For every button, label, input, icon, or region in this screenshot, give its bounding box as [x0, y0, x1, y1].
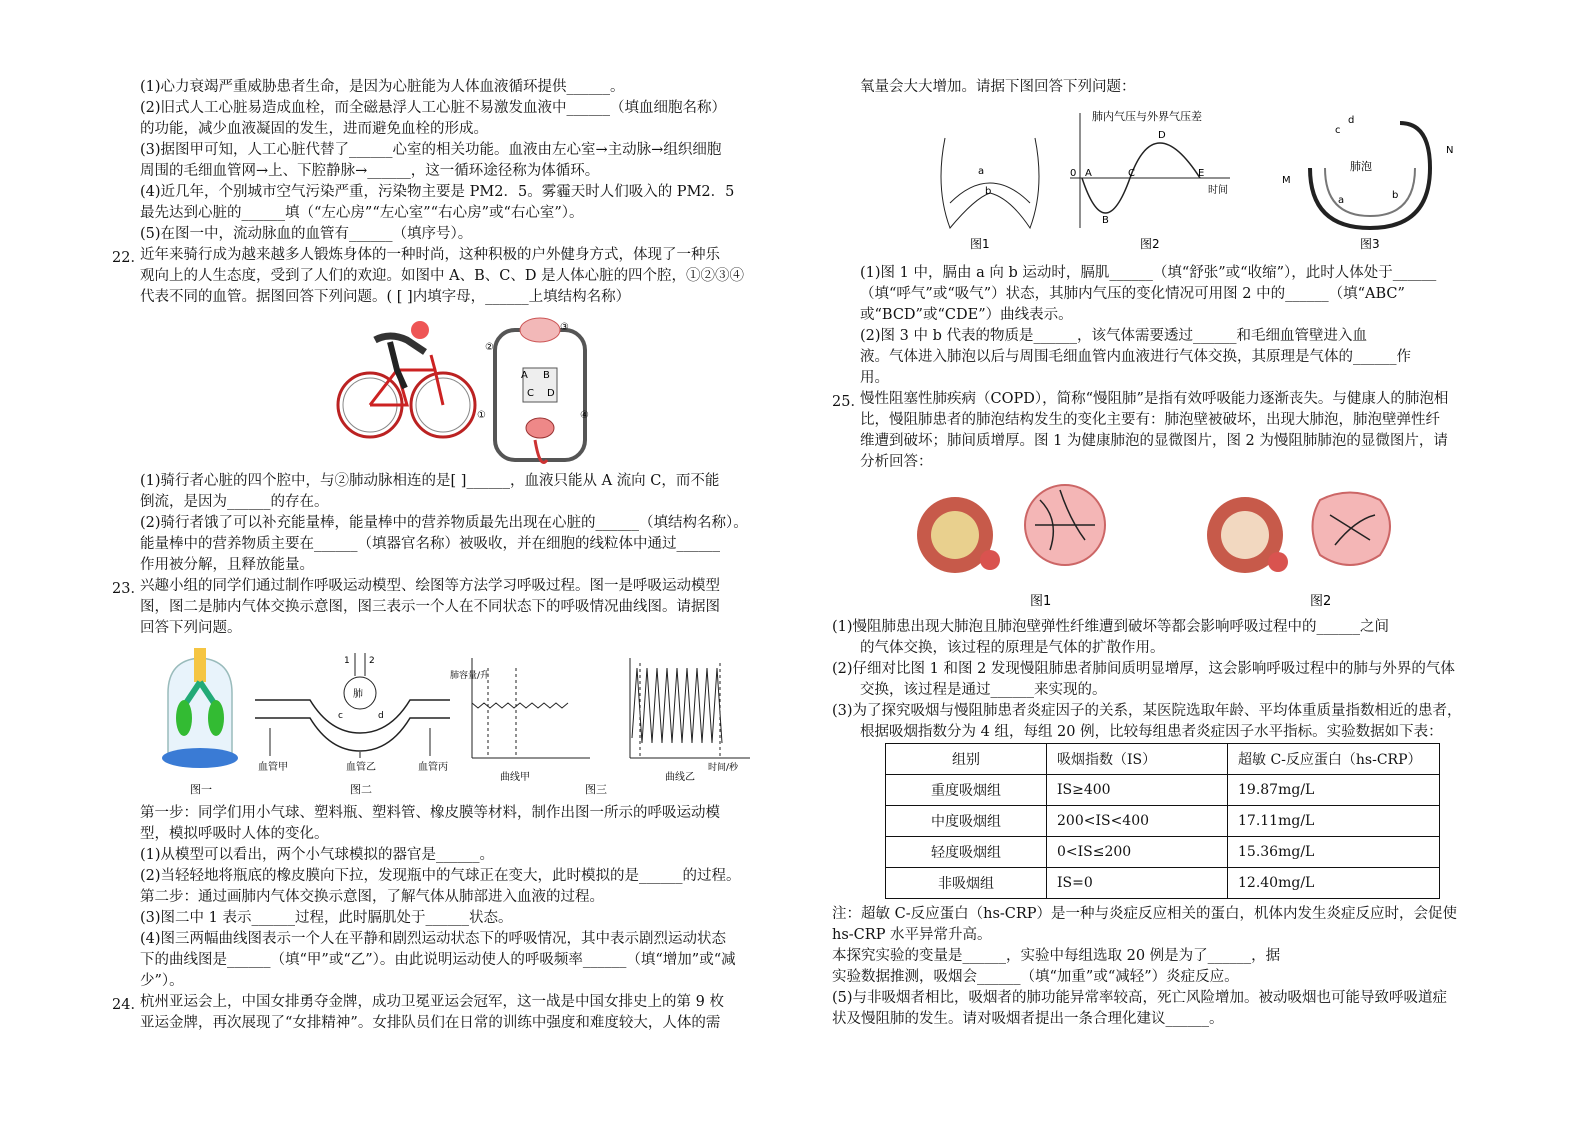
label-A: A	[521, 370, 528, 381]
label-C: C	[527, 388, 534, 399]
fig1-caption: 图1	[1030, 594, 1052, 609]
bicycle-illustration	[338, 321, 475, 437]
fig2-caption: 图二	[350, 783, 372, 796]
text-line: （填“呼气”或“吸气”）状态，其肺内气压的变化情况可用图 2 中的______（填“ABC”	[860, 286, 1405, 302]
text-line: (1)从模型可以看出，两个小气球模拟的器官是______。	[140, 847, 495, 863]
vessel-b-label: 血管乙	[346, 762, 376, 773]
text-line: 杭州亚运会上，中国女排勇夺金牌，成功卫冕亚运会冠军，这一战是中国女排史上的第 9 枚	[140, 994, 724, 1010]
table-row	[886, 806, 1440, 837]
copd-alveoli-illustration	[1207, 493, 1390, 610]
text-line: 观向上的人生态度，受到了人们的欢迎。如图中 A、B、C、D 是人体心脏的四个腔，①②③④	[140, 268, 745, 284]
table-cell: 重度吸烟组	[886, 775, 1047, 806]
label-B: B	[543, 370, 550, 381]
text-line: 近年来骑行成为越来越多人锻炼身体的一种时尚，这种积极的户外健身方式，体现了一种乐	[140, 247, 720, 263]
text-line: 慢性阻塞性肺疾病（COPD），简称“慢阻肺”是指有效呼吸能力逐渐丧失。与健康人的肺泡相	[860, 391, 1449, 407]
text-line: 注：超敏 C-反应蛋白（hs-CRP）是一种与炎症反应相关的蛋白，机体内发生炎症反应时，会促使	[832, 906, 1458, 922]
graph-zero: 0	[1070, 168, 1077, 179]
table-cell: 非吸烟组	[886, 868, 1047, 899]
fig1-caption: 图一	[190, 783, 212, 796]
text-line: (5)与非吸烟者相比，吸烟者的肺功能异常率较高，死亡风险增加。被动吸烟也可能导致呼吸道症	[832, 990, 1448, 1006]
pressure-graph	[1070, 109, 1230, 251]
heart-circulation-diagram	[477, 318, 589, 463]
text-line: (4)近几年，个别城市空气污染严重，污染物主要是 PM2．5。雾霾天时人们吸入的 PM2．5	[140, 184, 735, 200]
fig1-caption: 图1	[970, 237, 990, 251]
point-B: B	[1102, 215, 1109, 226]
graph-title: 肺内气压与外界气压差	[1092, 110, 1202, 123]
text-line: 下的曲线图是______（填“甲”或“乙”）。由此说明运动使人的呼吸频率______（填“增加”或“减	[140, 952, 736, 968]
text-line: (3)图二中 1 表示______过程，此时膈肌处于______状态。	[140, 910, 513, 926]
table-cell: 15.36mg/L	[1228, 837, 1440, 868]
table-row	[886, 775, 1440, 806]
y-axis-label: 肺容量/升	[450, 671, 490, 681]
table-header-cell: 超敏 C-反应蛋白（hs-CRP）	[1228, 744, 1440, 775]
table-cell: 轻度吸烟组	[886, 837, 1047, 868]
text-line: 或“BCD”或“CDE”）曲线表示。	[860, 307, 1073, 323]
question-number: 25．	[832, 394, 865, 410]
label-M: M	[1282, 175, 1291, 186]
table-cell: 17.11mg/L	[1228, 806, 1440, 837]
text-line: 图，图二是肺内气体交换示意图，图三表示一个人在不同状态下的呼吸情况曲线图。请据图	[140, 599, 720, 615]
table-header-cell: 组别	[886, 744, 1047, 775]
text-line: 少”）。	[140, 973, 184, 989]
text-line: 型，模拟呼吸时人体的变化。	[140, 826, 329, 842]
text-line: 比，慢阻肺患者的肺泡结构发生的变化主要有：肺泡壁被破坏，出现大肺泡，肺泡壁弹性纤	[860, 412, 1440, 428]
vessel-c-label: 血管丙	[418, 762, 448, 773]
text-line: 周围的毛细血管网→上、下腔静脉→______，这一循环途径称为体循环。	[140, 163, 600, 179]
fig3-caption: 图3	[1360, 237, 1380, 251]
letter-c: c	[338, 711, 343, 721]
text-line: 作用被分解，且释放能量。	[140, 557, 314, 573]
point-C: C	[1128, 168, 1135, 179]
text-line: hs-CRP 水平异常升高。	[832, 927, 992, 943]
text-line: (2)当轻轻地将瓶底的橡皮膜向下拉，发现瓶中的气球正在变大，此时模拟的是______的过程。	[140, 868, 741, 884]
label-vessel-1: ①	[477, 410, 486, 421]
table-header-row	[886, 744, 1440, 775]
fig3-caption: 图三	[585, 783, 607, 796]
text-line: 用。	[860, 370, 889, 386]
label-D: D	[547, 388, 555, 399]
letter-d: d	[378, 711, 384, 721]
fig1-letter-b: b	[985, 186, 992, 197]
text-line: 本探究实验的变量是______，实验中每组选取 20 例是为了______，据	[832, 948, 1281, 964]
label-vessel-4: ④	[580, 410, 589, 421]
label-vessel-3: ③	[560, 322, 569, 333]
label-d: d	[1348, 115, 1355, 126]
gas-exchange-diagram	[255, 653, 450, 796]
text-line: 液。气体进入肺泡以后与周围毛细血管内血液进行气体交换，其原理是气体的______作	[860, 349, 1411, 365]
text-line: 实验数据推测，吸烟会______（填“加重”或“减轻”）炎症反应。	[832, 969, 1239, 985]
graph-xaxis: 时间	[1208, 185, 1228, 196]
text-line: 兴趣小组的同学们通过制作呼吸运动模型、绘图等方法学习呼吸过程。图一是呼吸运动模型	[140, 578, 720, 594]
vessel-a-label: 血管甲	[258, 762, 288, 773]
x-axis-label: 时间/秒	[708, 763, 739, 773]
question-number: 23．	[112, 581, 145, 597]
fig2-caption: 图2	[1310, 594, 1332, 609]
text-line: (2)仔细对比图 1 和图 2 发现慢阻肺患者肺间质明显增厚，这会影响呼吸过程中的肺与外界的气体	[832, 661, 1455, 677]
text-line: (1)图 1 中，膈由 a 向 b 运动时，膈肌______（填“舒张”或“收缩”），此时人体处于______	[860, 265, 1437, 281]
fig2-caption: 图2	[1140, 237, 1160, 251]
data-table	[885, 743, 1440, 899]
text-line: 氧量会大大增加。请据下图回答下列问题：	[860, 79, 1136, 95]
text-line: 能量棒中的营养物质主要在______（填器官名称）被吸收，并在细胞的线粒体中通过______	[140, 536, 720, 552]
table-cell: 12.40mg/L	[1228, 868, 1440, 899]
curve-a-chart	[450, 658, 590, 783]
healthy-alveoli-illustration	[917, 485, 1105, 609]
text-line: (2)图 3 中 b 代表的物质是______，该气体需要透过______和毛细血管壁进入血	[860, 328, 1367, 344]
text-line: (2)骑行者饿了可以补充能量棒，能量棒中的营养物质最先出现在心脏的______（填结构名称）。	[140, 515, 748, 531]
fig1-letter-a: a	[978, 166, 985, 177]
text-line: (4)图三两幅曲线图表示一个人在平静和剧烈运动状态下的呼吸情况，其中表示剧烈运动状态	[140, 931, 727, 947]
text-line: (1)心力衰竭严重威胁患者生命，是因为心脏能为人体血液循环提供______。	[140, 79, 625, 95]
text-line: 倒流，是因为______的存在。	[140, 494, 329, 510]
table-header-cell: 吸烟指数（IS）	[1047, 744, 1228, 775]
diaphragm-diagram	[941, 138, 1039, 251]
point-E: E	[1198, 168, 1205, 179]
label-b: b	[1392, 190, 1399, 201]
table-cell: 中度吸烟组	[886, 806, 1047, 837]
alveolus-label: 肺泡	[1350, 160, 1372, 173]
text-line: 代表不同的血管。据图回答下列问题。( [ ]内填字母，______上填结构名称）	[140, 289, 631, 305]
text-line: (3)据图甲可知，人工心脏代替了______心室的相关功能。血液由左心室→主动脉→组织细胞	[140, 142, 722, 158]
text-line: (5)在图一中，流动脉血的血管有______（填序号）。	[140, 226, 473, 242]
text-line: 的气体交换，该过程的原理是气体的扩散作用。	[860, 640, 1165, 656]
text-line: (1)骑行者心脏的四个腔中，与②肺动脉相连的是[ ]______，血液只能从 A 流向 C，而不能	[140, 473, 720, 489]
label-c: c	[1335, 125, 1341, 136]
breathing-model-illustration	[162, 648, 238, 796]
table-row	[886, 837, 1440, 868]
text-line: (3)为了探究吸烟与慢阻肺患者炎症因子的关系，某医院选取年龄、平均体重质量指数相近的患者，	[832, 703, 1462, 719]
table-cell: 200<IS<400	[1047, 806, 1228, 837]
text-line: 第二步：通过画肺内气体交换示意图，了解气体从肺部进入血液的过程。	[140, 889, 604, 905]
alveoli-micrographs	[910, 480, 1470, 610]
text-line: (2)旧式人工心脏易造成血栓，而全磁悬浮人工心脏不易激发血液中______（填血细胞名称）	[140, 100, 727, 116]
breathing-figures	[160, 648, 780, 798]
table-cell: 19.87mg/L	[1228, 775, 1440, 806]
table-cell: 0<IS≤200	[1047, 837, 1228, 868]
text-line: 维遭到破坏；肺间质增厚。图 1 为健康肺泡的显微图片，图 2 为慢阻肺肺泡的显微图片，请	[860, 433, 1448, 449]
curve-b-chart	[585, 658, 750, 796]
text-line: 最先达到心脏的______填（“左心房”“左心室”“右心房”或“右心室”）。	[140, 205, 584, 221]
table-cell: IS=0	[1047, 868, 1228, 899]
text-line: 交换，该过程是通过______来实现的。	[860, 682, 1107, 698]
text-line: (1)慢阻肺患出现大肺泡且肺泡壁弹性纤维遭到破坏等都会影响呼吸过程中的______之间	[832, 619, 1390, 635]
text-line: 回答下列问题。	[140, 620, 242, 636]
lung-label: 肺	[353, 689, 363, 700]
point-D: D	[1158, 130, 1166, 141]
question-number: 22．	[112, 250, 145, 266]
table-row	[886, 868, 1440, 899]
respiration-figures	[930, 108, 1490, 253]
label-N: N	[1446, 145, 1454, 156]
text-line: 第一步：同学们用小气球、塑料瓶、塑料管、橡皮膜等材料，制作出图一所示的呼吸运动模	[140, 805, 720, 821]
label-a: a	[1338, 195, 1345, 206]
curve-a-caption: 曲线甲	[500, 772, 530, 783]
text-line: 分析回答：	[860, 454, 933, 470]
question-number: 24．	[112, 997, 145, 1013]
alveolus-diagram	[1282, 115, 1453, 251]
text-line: 根据吸烟指数分为 4 组，每组 20 例，比较每组患者炎症因子水平指标。实验数据如下表：	[860, 724, 1443, 740]
text-line: 的功能，减少血液凝固的发生，进而避免血栓的形成。	[140, 121, 488, 137]
text-line: 亚运金牌，再次展现了“女排精神”。女排队员们在日常的训练中强度和难度较大，人体的需	[140, 1015, 721, 1031]
label-vessel-2: ②	[485, 342, 494, 353]
arrow-2-label: 2	[369, 656, 375, 666]
arrow-1-label: 1	[344, 656, 350, 666]
cyclist-figure	[335, 310, 595, 465]
point-A: A	[1085, 168, 1092, 179]
table-cell: IS≥400	[1047, 775, 1228, 806]
curve-b-caption: 曲线乙	[665, 772, 695, 783]
text-line: 状及慢阻肺的发生。请对吸烟者提出一条合理化建议______。	[832, 1011, 1224, 1027]
